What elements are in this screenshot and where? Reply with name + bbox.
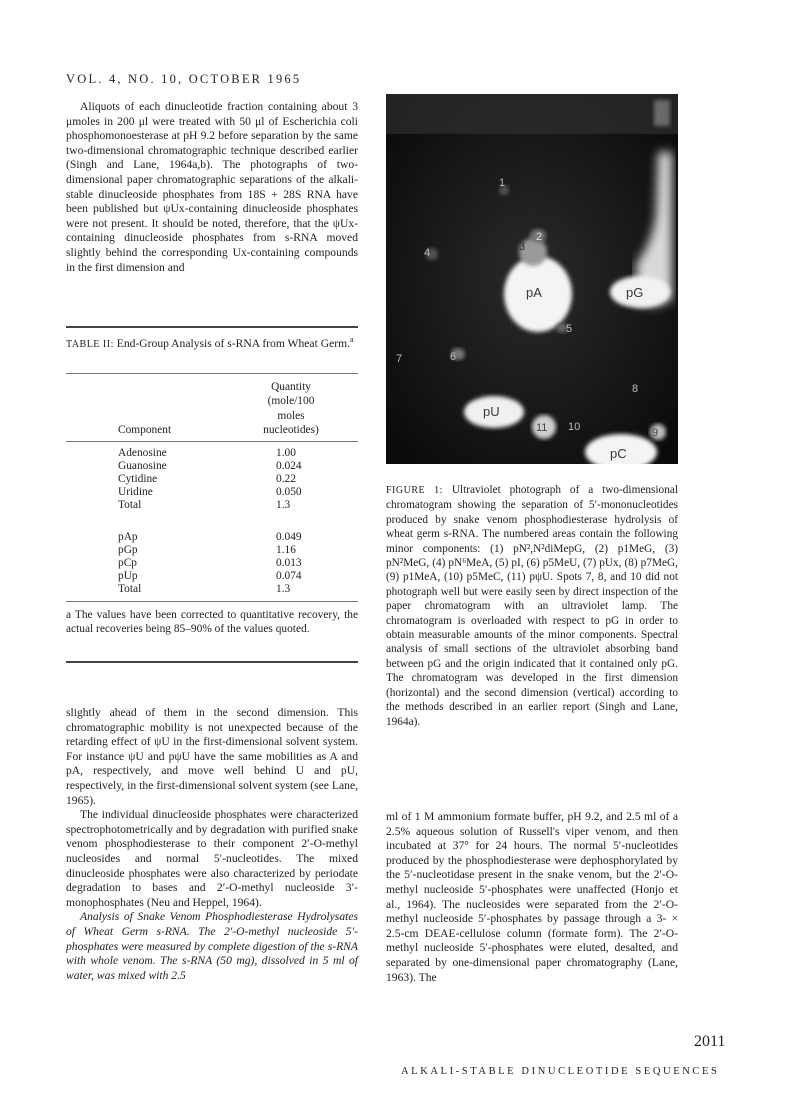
figure-caption bbox=[386, 483, 678, 729]
paragraph-characterization: The individual dinucleoside phosphates were characterized spectrophotometrically and by degradation with purified snake venom phosphodiesterase to their component 2′-O-methyl nucleosides and normal 5′-nucleotides. The mixed dinucleoside phosphates were also characterized by periodate degradation to bases and 2′-O-methyl nucleoside 3′-monophosphates (Neu and Heppel, 1964). bbox=[66, 808, 358, 909]
table-row bbox=[66, 544, 358, 557]
table-cell-quantity: 0.050 bbox=[276, 486, 302, 498]
table-header-rule-bottom bbox=[66, 441, 358, 442]
spot-label: 10 bbox=[568, 421, 581, 433]
paragraph-aliquots: Aliquots of each dinucleotide fraction containing about 3 μmoles in 200 μl were treated with 50 μl of Escherichia coli phosphomonoesterase at pH 9.2 before separation by the same two-dimensional chromatographic technique described earlier (Singh and Lane, 1964a,b). The photographs of two-dimensional paper chromatographic separations of the alkali-stable dinucleoside phosphates from 18S + 28S RNA have been published but ψUx-containing dinucleoside phosphates were not present. It should be noted, therefore, that the ψUx-containing dinucleoside phosphates from s-RNA moved slightly behind the corresponding Ux-containing compounds in the first dimension and bbox=[66, 100, 358, 274]
table-row bbox=[66, 499, 358, 512]
spot-label: pC bbox=[610, 446, 627, 461]
paragraph-analysis: Analysis of Snake Venom Phosphodiesterase Hydrolysates of Wheat Germ s-RNA. The 2′-O-methyl nucleoside 5′-phosphates were measured by complete digestion of the s-RNA with whole venom. The s-RNA (50 mg), dissolved in 5 ml of water, was mixed with 2.5 bbox=[66, 910, 358, 982]
table-cell-component: Total bbox=[118, 583, 142, 595]
quantity-header-line: moles bbox=[277, 409, 305, 422]
table-cell-quantity: 1.3 bbox=[276, 583, 291, 595]
quantity-header bbox=[236, 380, 346, 438]
table-header-rule-top bbox=[66, 373, 358, 374]
table-cell-quantity: 1.3 bbox=[276, 499, 291, 511]
table-cell-component: Adenosine bbox=[118, 447, 167, 459]
table-header bbox=[66, 380, 358, 440]
footer-running-head: ALKALI-STABLE DINUCLEOTIDE SEQUENCES bbox=[401, 1066, 720, 1077]
paragraph-continuation: slightly ahead of them in the second dimension. This chromatographic mobility is not unexpected because of the retarding effect of ψU in the first-dimensional solvent system. For instance ψU and pψU have the same mobilities as A and pA, respectively, and move well behind U and pU, respectively, in the first-dimensional solvent system (see Lane, 1965). bbox=[66, 706, 358, 807]
spot-label: 4 bbox=[424, 247, 431, 259]
table-top-rule bbox=[66, 326, 358, 328]
left-column-top bbox=[66, 100, 358, 275]
spot-label: 11 bbox=[536, 422, 548, 434]
table-cell-component: pGp bbox=[118, 544, 138, 556]
table-row bbox=[66, 531, 358, 544]
spot-label: 5 bbox=[566, 323, 573, 335]
table-row bbox=[66, 473, 358, 486]
page-number: 2011 bbox=[694, 1033, 726, 1050]
spot-label: pA bbox=[526, 285, 542, 300]
left-column-bottom bbox=[66, 706, 358, 983]
spot-label: pU bbox=[483, 404, 500, 419]
table-cell-component: pUp bbox=[118, 570, 138, 582]
table-cell-quantity: 0.049 bbox=[276, 531, 302, 543]
table-title bbox=[66, 333, 358, 352]
table-title-text: End-Group Analysis of s-RNA from Wheat Germ. bbox=[116, 336, 350, 350]
table-cell-quantity: 0.013 bbox=[276, 557, 302, 569]
paragraph-digestion: ml of 1 M ammonium formate buffer, pH 9.2, and 2.5 ml of a 2.5% aqueous solution of Russell's viper venom, and then incubated at 37° for 24 hours. The normal 5′-nucleotides produced by the phosphodiesterase were dephosphorylated by the 5′-nucleotidase present in the snake venom, but the 2′-O-methyl nucleoside 5′-phosphates were unaffected (Honjo et al., 1964). The nucleosides were separated from the 2′-O-methyl nucleoside 5′-phosphates by passage through a 3- × 2.5-cm DEAE-cellulose column (formate form). The 2′-O-methyl nucleoside 5′-phosphates were eluted, desalted, and separated by one-dimensional paper chromatography (Lane, 1963). The bbox=[386, 810, 678, 984]
table-cell-component: Cytidine bbox=[118, 473, 158, 485]
table-row bbox=[66, 460, 358, 473]
table-row bbox=[66, 570, 358, 583]
table-cell-quantity: 0.024 bbox=[276, 460, 302, 472]
table-row bbox=[66, 557, 358, 570]
table-cell-component: Guanosine bbox=[118, 460, 167, 472]
spot-label: 6 bbox=[450, 351, 457, 363]
chromatogram-photo bbox=[386, 94, 678, 464]
figure-caption-text: Ultraviolet photograph of a two-dimensional chromatogram showing the separation of 5′-mononucleotides produced by snake venom phosphodiesterase hydrolysis of wheat germ s-RNA. The numbered areas contain the following minor components: (1) pN²,N²diMepG, (2) p1MeG, (3) pN²MeG, (4) pN⁶MeA, (5) pI, (6) p5MeU, (7) pUx, (8) p7MeG, (9) p1MeA, (10) p5MeC, (11) pψU. Spots 7, 8, and 10 did not photograph well but were easily seen by direct inspection of the paper chromatogram with an ultraviolet lamp. The chromatogram is overloaded with respect to pG in order to obtain measurable amounts of the minor components. Spectral analysis of small sections of the ultraviolet absorbing band between pG and the origin indicated that it contained only pG. The chromatogram was developed in the first dimension (horizontal) and the second dimension (vertical) according to the methods described in an earlier report (Singh and Lane, 1964a). bbox=[386, 484, 679, 728]
table-cell-quantity: 1.00 bbox=[276, 447, 296, 459]
spot-label: 8 bbox=[632, 383, 639, 395]
quantity-header-line: (mole/100 bbox=[267, 395, 315, 408]
spot-label: 9 bbox=[652, 427, 659, 439]
table-cell-quantity: 0.22 bbox=[276, 473, 296, 485]
figure-caption-label: FIGURE 1: bbox=[386, 485, 443, 496]
quantity-header-line: Quantity bbox=[271, 381, 311, 393]
table-cell-component: Total bbox=[118, 499, 142, 511]
table-footnote: a The values have been corrected to quantitative recovery, the actual recoveries being 85–90% of the values quoted. bbox=[66, 609, 358, 636]
spot-label: 3 bbox=[519, 241, 526, 253]
spot-label: 7 bbox=[396, 353, 403, 365]
table-footnote-rule bbox=[66, 601, 358, 602]
table-label: TABLE II: bbox=[66, 338, 114, 350]
table-cell-quantity: 0.074 bbox=[276, 570, 302, 582]
table-row bbox=[66, 447, 358, 460]
right-column-bottom bbox=[386, 810, 678, 985]
table-title-note: a bbox=[350, 335, 354, 344]
table-bottom-rule bbox=[66, 661, 358, 663]
spot-label: 1 bbox=[499, 177, 506, 189]
table-row bbox=[66, 583, 358, 596]
quantity-header-line: nucleotides) bbox=[263, 424, 319, 437]
table-cell-component: pAp bbox=[118, 531, 138, 543]
table-row bbox=[66, 486, 358, 499]
table-cell-quantity: 1.16 bbox=[276, 544, 296, 556]
chromatogram-image bbox=[386, 94, 678, 464]
table-cell-component: Uridine bbox=[118, 486, 153, 498]
running-head: VOL. 4, NO. 10, OCTOBER 1965 bbox=[66, 72, 302, 86]
component-header: Component bbox=[118, 424, 172, 436]
spot-label: 2 bbox=[536, 231, 543, 243]
spot-label: pG bbox=[626, 285, 644, 300]
table-cell-component: pCp bbox=[118, 557, 137, 569]
